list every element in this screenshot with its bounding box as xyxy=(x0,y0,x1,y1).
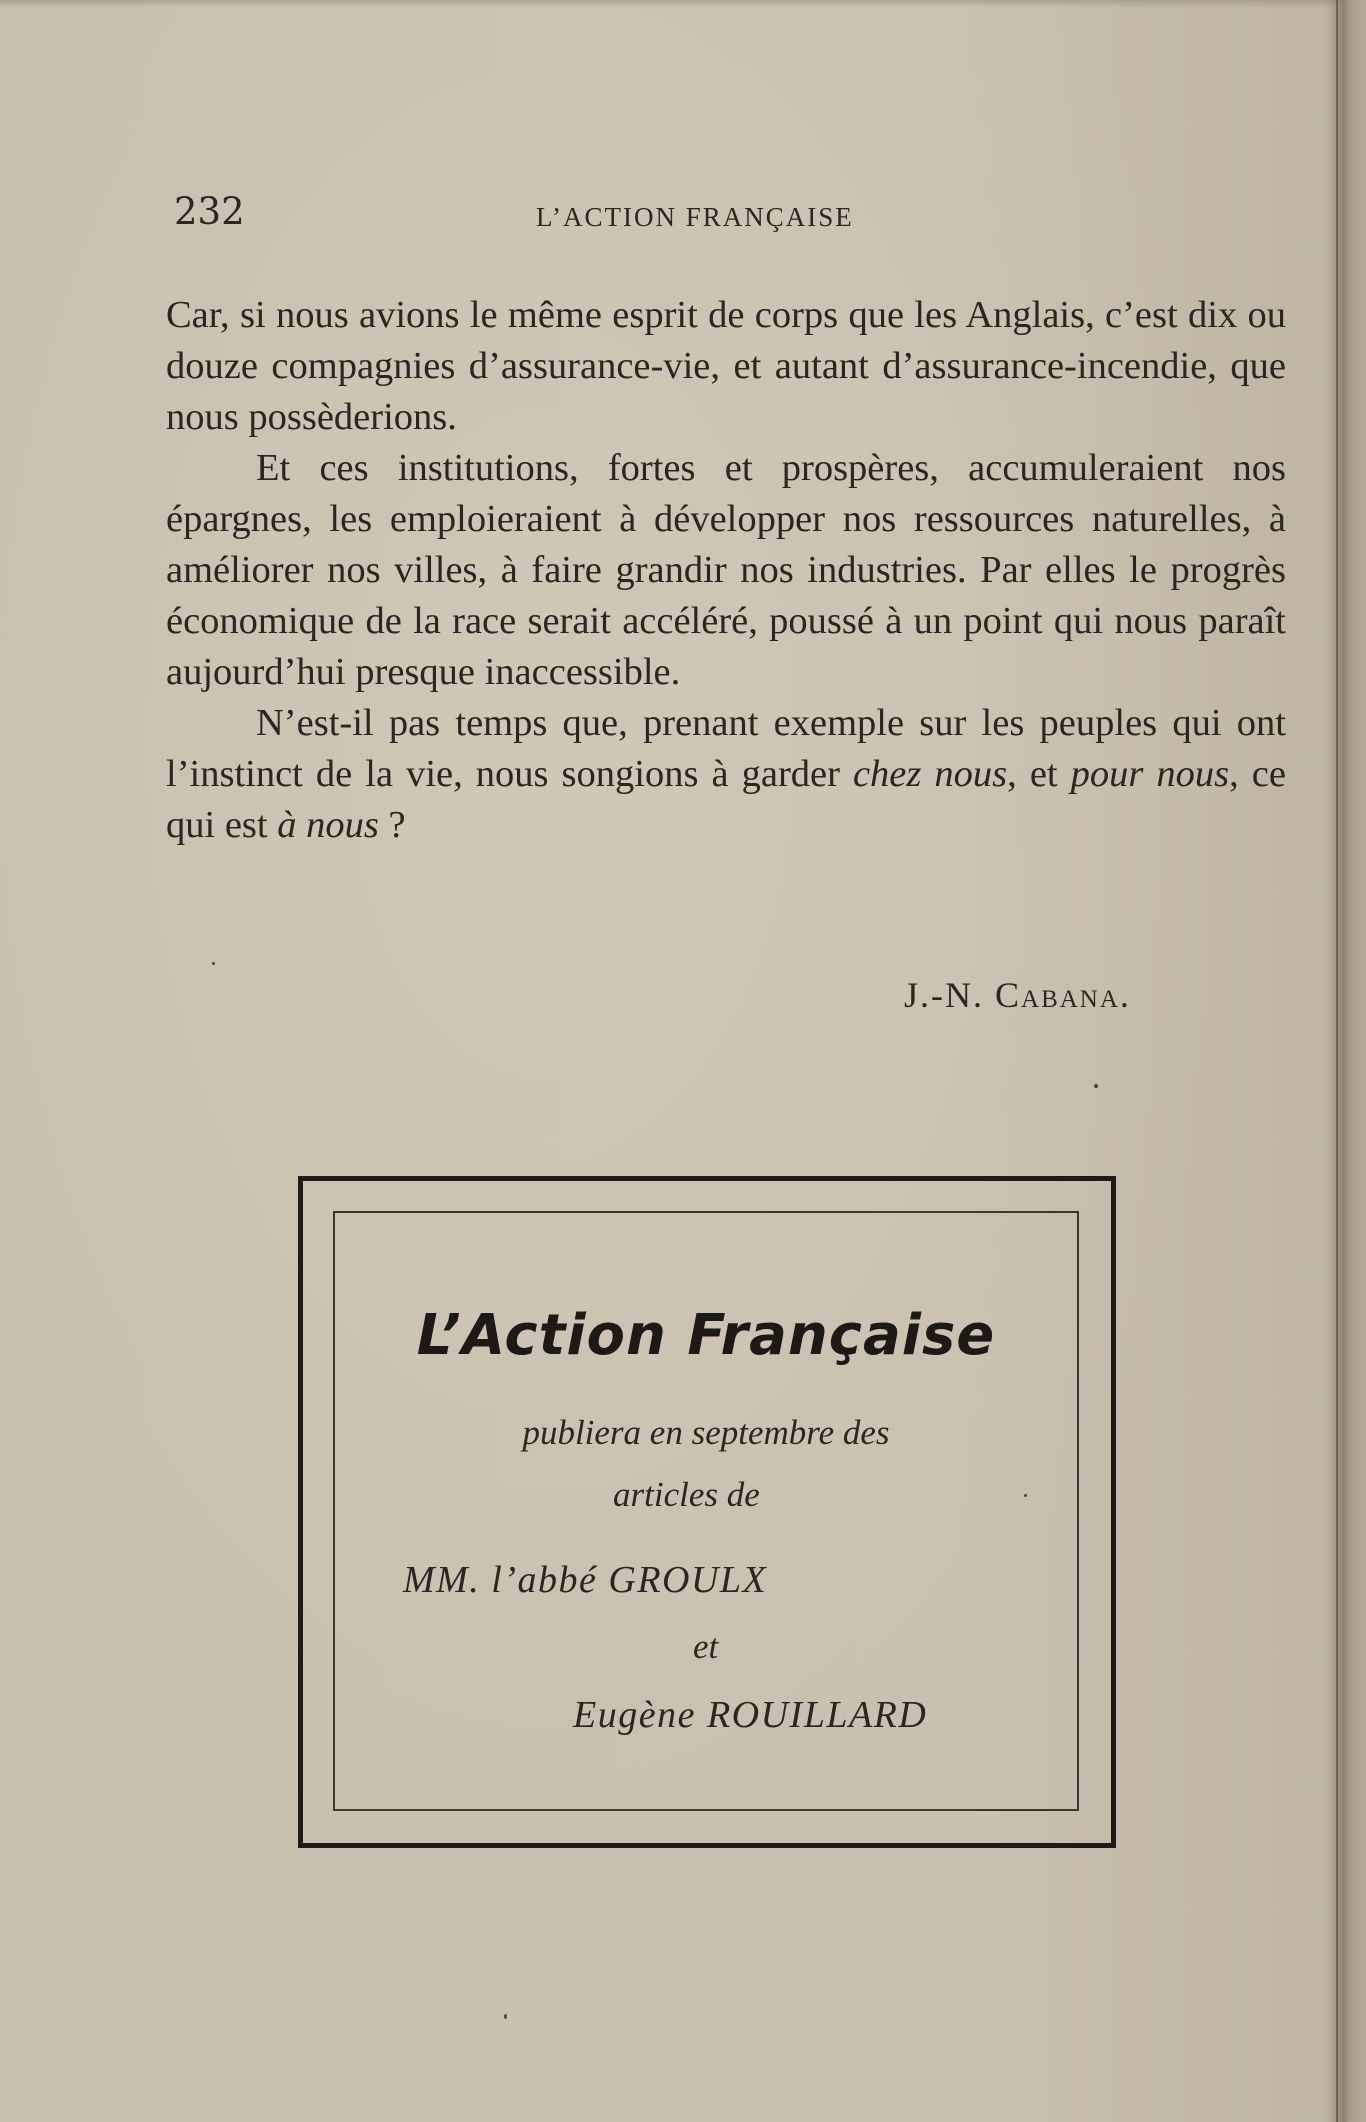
author-surname: Cabana. xyxy=(995,975,1131,1015)
article-body xyxy=(166,290,1286,851)
paragraph-3-text-b: , et xyxy=(1007,753,1071,795)
paragraph-2: Et ces institutions, fortes et prospères, accumuleraient nos épargnes, les emploieraient à développer nos ressources naturelles, à améliorer nos villes, à faire grandir nos industries. Par elles le progrès économique de la race serait accéléré, poussé à un point qui nous paraît aujourd’hui presque inaccessible. xyxy=(166,447,1286,693)
advertisement-line-1: publiera en septembre des xyxy=(522,1413,890,1452)
advertisement-line-2: articles de xyxy=(613,1475,760,1514)
author-signature xyxy=(904,974,1131,1016)
advertisement-inner-frame xyxy=(333,1211,1079,1811)
running-head xyxy=(174,190,1284,240)
paragraph-1: Car, si nous avions le même esprit de corps que les Anglais, c’est dix ou douze compagnies d’assurance-vie, et autant d’assurance-incendie, que nous possèderions. xyxy=(166,294,1286,438)
advertisement-conjunction: et xyxy=(693,1627,719,1666)
emphasis-chez-nous: chez nous xyxy=(852,753,1008,795)
advertisement-box xyxy=(298,1176,1116,1848)
running-title: L’ACTION FRANÇAISE xyxy=(536,202,854,232)
advertisement-title: L’Action Française xyxy=(416,1303,996,1368)
top-edge-shadow xyxy=(0,0,1366,8)
emphasis-pour-nous: pour nous xyxy=(1070,753,1230,795)
paper-speck xyxy=(504,2014,507,2019)
paragraph-3-text-c: , ce qui est xyxy=(166,753,1286,846)
emphasis-a-nous: à nous xyxy=(277,804,379,846)
author-initials: J.-N. xyxy=(904,975,995,1015)
page-number: 232 xyxy=(174,190,245,233)
paper-speck xyxy=(1094,1084,1098,1088)
page-edge xyxy=(1326,0,1366,2122)
paper-speck xyxy=(212,962,215,965)
paper-speck xyxy=(1024,1494,1027,1497)
binding-line xyxy=(1336,0,1338,2122)
paragraph-3-text-a: N’est-il pas temps que, prenant exemple sur les peuples qui ont l’instinct de la vie, nous songions à garder xyxy=(166,702,1286,795)
paragraph-3-text-d: ? xyxy=(388,804,406,846)
paragraph-3 xyxy=(166,698,1286,851)
advertisement-author-1: MM. l’abbé GROULX xyxy=(403,1559,768,1601)
advertisement-author-2: Eugène ROUILLARD xyxy=(573,1694,928,1736)
